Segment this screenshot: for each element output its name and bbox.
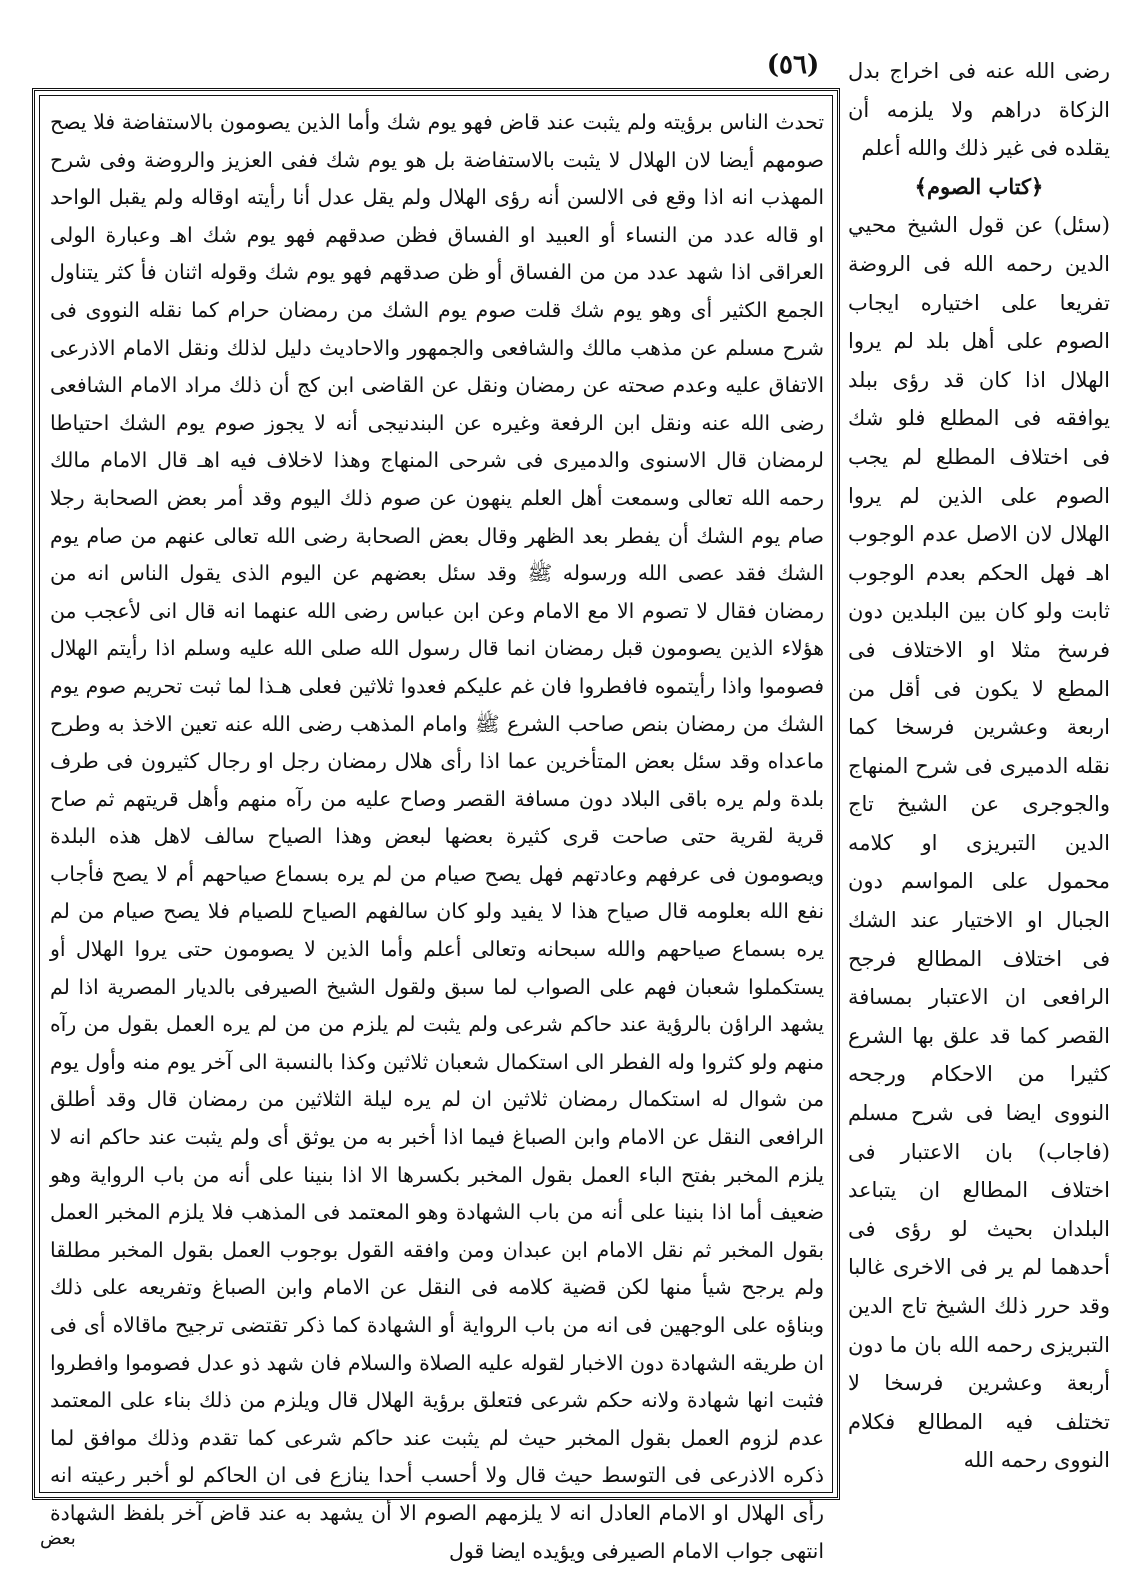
catchword: بعض: [40, 1528, 76, 1549]
margin-text-before: رضى الله عنه فى اخراج بدل الزكاة دراهم ولا يلزمه أن يقلده فى غير ذلك والله أعلم: [848, 59, 1110, 161]
margin-text-after: (سئل) عن قول الشيخ محيي الدين رحمه الله فى الروضة تفريعا على اختياره ايجاب الصوم على أهل بلد لم يروا الهلال اذا كان قد رؤى ببلد يوافقه فى المطلع فلو شك فى اختلاف المطلع لم يجب الصوم على الذين لم يروا الهلال لان الاصل عدم الوجوب اهـ فهل الحكم بعدم الوجوب ثابت ولو كان بين البلدين دون فرسخ مثلا او الاختلاف فى المطع لا يكون فى أقل من اربعة وعشرين فرسخا كما نقله الدميرى فى شرح المنهاج والجوجرى عن الشيخ تاج الدين التبريزى او كلامه محمول على المواسم دون الجبال او الاختيار عند الشك فى اختلاف المطالع فرجح الرافعى ان الاعتبار بمسافة القصر كما قد علق بها الشرع كثيرا من الاحكام ورجحه النووى ايضا فى شرح مسلم (فاجاب) بان الاعتبار فى اختلاف المطالع ان يتباعد البلدان بحيث لو رؤى فى أحدهما لم ير فى الاخرى غالبا وقد حرر ذلك الشيخ تاج الدين التبريزى رحمه الله بان ما دون أربعة وعشرين فرسخا لا تختلف فيه المطالع فكلام النووى رحمه الله: [848, 213, 1110, 1473]
section-heading: ﴿كتاب الصوم﴾: [914, 173, 1044, 199]
main-text-block: [50, 104, 824, 1563]
page-number: (٥٦): [766, 50, 820, 80]
main-paragraph: تحدث الناس برؤيته ولم يثبت عند قاض فهو يوم شك وأما الذين يصومون بالاستفاضة فلا يصح صومهم أيضا لان الهلال لا يثبت بالاستفاضة بل هو يوم شك ففى العزيز والروضة وفى شرح المهذب انه اذا وقع فى الالسن أنه رؤى الهلال ولم يقل عدل أنا رأيته اوقاله ولم يقبل الواحد او قاله عدد من النساء أو العبيد او الفساق فظن صدقهم فهو يوم شك اهـ وعبارة الولى العراقى اذا شهد عدد من من الفساق أو ظن صدقهم فهو يوم شك وقوله اثنان فأ كثر يتناول الجمع الكثير أى وهو يوم شك قلت صوم يوم الشك من رمضان حرام كما نقله النووى فى شرح مسلم عن مذهب مالك والشافعى والجمهور والاحاديث دليل لذلك ونقل الامام الاذرعى الاتفاق عليه وعدم صحته عن رمضان ونقل عن القاضى ابن كج أن ذلك مراد الامام الشافعى رضى الله عنه ونقل ابن الرفعة وغيره عن البندنيجى أنه لا يجوز صوم يوم الشك احتياطا لرمضان قال الاسنوى والدميرى فى شرحى المنهاج وهذا لاخلاف فيه اهـ قال الامام مالك رحمه الله تعالى وسمعت أهل العلم ينهون عن صوم ذلك اليوم وقد أمر بعض الصحابة رجلا صام يوم الشك أن يفطر بعد الظهر وقال بعض الصحابة رضى الله تعالى عنهم من صام يوم الشك فقد عصى الله ورسوله ﷺ وقد سئل بعضهم عن اليوم الذى يقول الناس انه من رمضان فقال لا تصوم الا مع الامام وعن ابن عباس رضى الله عنهما انه قال انى لأعجب من هؤلاء الذين يصومون قبل رمضان انما قال رسول الله صلى الله عليه وسلم اذا رأيتم الهلال فصوموا واذا رأيتموه فافطروا فان غم عليكم فعدوا ثلاثين فعلى هـذا لما ثبت تحريم صوم يوم الشك من رمضان بنص صاحب الشرع ﷺ وامام المذهب رضى الله عنه تعين الاخذ به وطرح ماعداه وقد سئل بعض المتأخرين عما اذا رأى هلال رمضان رجل او رجال كثيرون فى طرف بلدة ولم يره باقى البلاد دون مسافة القصر وصاح عليه من رآه منهم وأهل قريتهم ثم صاح قرية لقرية حتى صاحت قرى كثيرة بعضها لبعض وهذا الصياح سالف لاهل هذه البلدة ويصومون فى عرفهم وعادتهم فهل يصح صيام من لم يره بسماع صياحهم أم لا يصح فأجاب نفع الله بعلومه قال صياح هذا لا يفيد ولو كان سالفهم الصياح للصيام فلا يصح صيام من لم يره بسماع صياحهم والله سبحانه وتعالى أعلم وأما الذين لا يصومون حتى يروا الهلال أو يستكملوا شعبان فهم على الصواب لما سبق ولقول الشيخ الصيرفى بالديار المصرية اذا لم يشهد الراؤن بالرؤية عند حاكم شرعى ولم يثبت لم يلزم من من لم يره العمل بقول من رآه منهم ولو كثروا وله الفطر الى استكمال شعبان ثلاثين وكذا بالنسبة الى آخر يوم منه وأول يوم من شوال له استكمال رمضان ثلاثين ان لم يره ليلة الثلاثين من رمضان قال وقد أطلق الرافعى النقل عن الامام وابن الصباغ فيما اذا أخبر به من يوثق أى ولم يثبت عند حاكم انه لا يلزم المخبر بفتح الباء العمل بقول المخبر بكسرها الا اذا بنينا على أنه من باب الرواية وهو ضعيف أما اذا بنينا على أنه من باب الشهادة وهو المعتمد فى المذهب فلا يلزم المخبر العمل بقول المخبر ثم نقل الامام ابن عبدان ومن وافقه القول بوجوب العمل بقول المخبر مطلقا ولم يرجح شيأ منها لكن قضية كلامه فى النقل عن الامام وابن الصباغ وتفريعه على ذلك وبناؤه على الوجهين فى انه من باب الرواية أو الشهادة كما ذكر تقتضى ترجيح ماقالاه أى فى ان طريقه الشهادة دون الاخبار لقوله عليه الصلاة والسلام فان شهد ذو عدل فصوموا وافطروا فثبت انها شهادة ولانه حكم شرعى فتعلق برؤية الهلال قال ويلزم من ذلك بناء على المعتمد عدم لزوم العمل بقول المخبر حيث لم يثبت عند حاكم شرعى كما تقدم وذلك موافق لما ذكره الاذرعى فى التوسط حيث قال ولا أحسب أحدا ينازع فى ان الحاكم لو أخبر رعيته انه رأى الهلال او الامام العادل انه لا يلزمهم الصوم الا أن يشهد به عند قاض آخر بلفظ الشهادة انتهى جواب الامام الصيرفى ويؤيده ايضا قول: [50, 110, 824, 1563]
margin-commentary: [848, 52, 1110, 1492]
